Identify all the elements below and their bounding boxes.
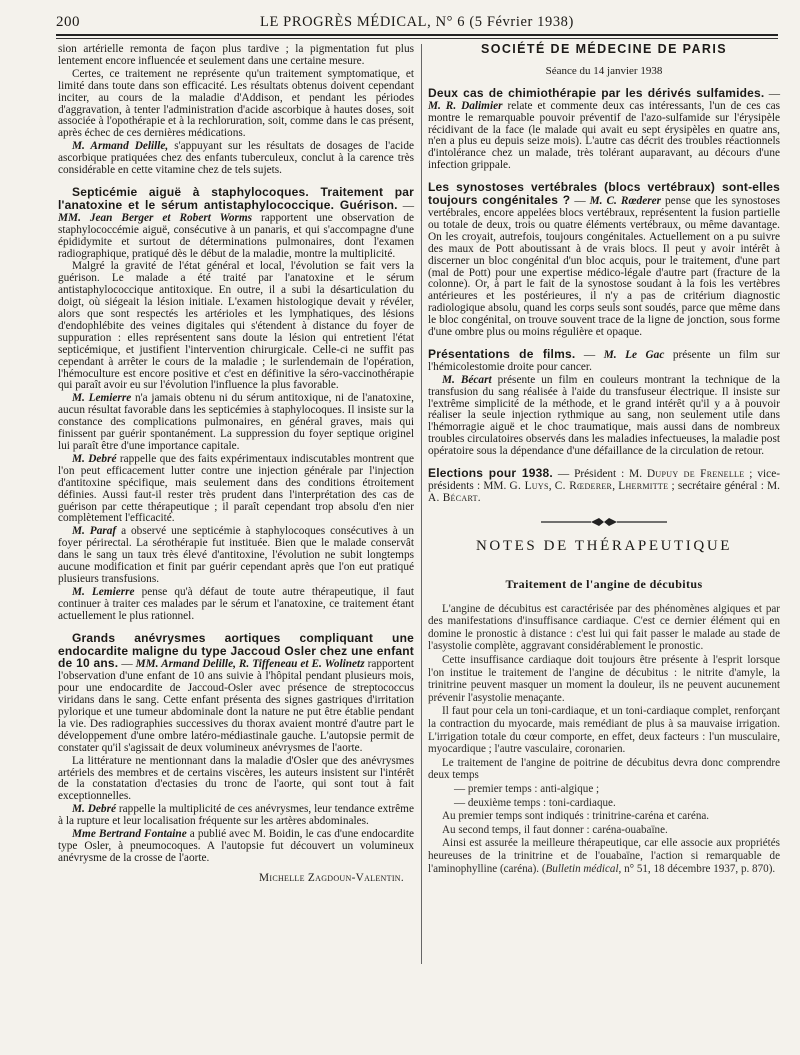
- author-names: MM. Armand Delille, R. Tiffeneau et E. Wolinetz: [135, 658, 365, 671]
- right-column: [428, 44, 780, 876]
- section-chimiotherapie: [428, 85, 780, 172]
- paragraph-text: rappelle que des faits expérimentaux indiscutables montrent que l'on peut efficacement lutter contre une injection générale par l'injection d'antitoxine spécifique, mais seulement dans des conditions étroitement définies. Aussi faut-il rester très prudent dans l'interprétation des cas de guérison par cette thérapeutique ; il paraît cependant trop absolu d'en nier complètement l'efficacité.: [58, 452, 414, 525]
- list-item: — deuxième temps : toni-cardiaque.: [454, 796, 616, 809]
- paragraph-text: n'a jamais obtenu ni du sérum antitoxique, ni de l'anatoxine, aucun résultat favorable dans les septicémies à staphylocoques. Il insiste sur la constance des complications pulmonaires, en général graves, mais qui finissent par guérir spontanément. La suppression du foyer septique originel lui paraît être d'une importance capitale.: [58, 392, 414, 452]
- session-date: Séance du 14 janvier 1938: [545, 64, 663, 77]
- author-name: M. Le Gac: [603, 348, 665, 361]
- author-names: MM. Jean Berger et Robert Worms: [58, 211, 253, 224]
- left-column: [58, 44, 414, 886]
- author-name: M. Debré: [72, 803, 116, 816]
- author-name: M. R. Dalimier: [428, 99, 503, 112]
- paragraph: [58, 141, 414, 177]
- paragraph-text: présente un film sur l'hémicolestomie droite pour cancer.: [428, 348, 780, 373]
- running-title: LE PROGRÈS MÉDICAL, N° 6 (5 Février 1938): [260, 14, 574, 30]
- section-title: Les synostoses vertébrales (blocs vertébraux) sont-elles toujours congénitales ?: [428, 180, 780, 208]
- therapy-notes: [428, 603, 780, 875]
- dash: —: [764, 87, 780, 100]
- notes-subtitle: Traitement de l'angine de décubitus: [505, 576, 703, 591]
- paragraph-text: pense que les synostoses vertébrales, encore appelées blocs vertébraux, représentent la fusion partielle ou totale de deux, trois ou quatre éléments vertébraux, ou même davantage. On les croyait, autrefois, toujours congénitales. Actuellement on a pu suivre des maux de Pott aboutissant à de vrais blocs. Il peut y avoir intérêt à discerner un bloc congénital d'un bloc acquis, pour le traitement, d'une part (mal de Pott) pour une expertise médico-légale d'autre part (fracture de la colonne). Or, à part le fait de la synostose soudant à la fois les vertèbres antérieures et les postérieures, il n'y a pas de critérium diagnostic radiologique absolu, quand les corps seuls sont soudés, parce que même dans le bloc congénital, on trouve souvent trace de la ligne de jonction, sous forme d'une ombre plus ou moins régulière et opaque.: [428, 195, 780, 339]
- paragraph-text: présente un film en couleurs montrant la technique de la transfusion du sang réalisée à l'aide du transfuseur électrique. Il insiste sur l'extrême simplicité de la méthode, et le grand intérêt qu'il y a à pouvoir réaliser la seule injection rythmique au sang, non seulement utile dans l'hémorragie aiguë et le choc traumatique, mais aussi dans de nombreux troubles circulatoires observés dans les maladies infectueuses, la maladie post opératoire sous la dépendance d'une défaillance de la circulation de retour.: [428, 373, 780, 458]
- author-name: Mme Bertrand Fontaine: [72, 828, 187, 841]
- president-name: Dupuy de Frenelle: [646, 468, 745, 481]
- paragraph-text: s'appuyant sur les résultats de dosages de l'acide ascorbique pratiquées chez des enfants tuberculeux, conclut à la carence très considérable en cette vitamine chez de tels sujets.: [58, 140, 414, 177]
- paragraph: Au premier temps sont indiqués : trinitrine-caréna et caréna.: [442, 810, 710, 823]
- paragraph: Malgré la gravité de l'état général et local, l'évolution se fait vers la guérison. Le malade a été traité par l'anatoxine et le sérum antistaphylococcique antitoxique. En outre, il a subi la désarticulation du doigt, où siégeait la lésion initiale. L'examen histologique devait y révéler, alors que sont respectés les artérioles et les lymphatiques, des lésions d'endophlébite des veines digitales qui s'étendent à distance du foyer de suppuration : elles représentent sans doute la lésion qui entretient l'état septicémique, et justifient l'intervention chirurgicale. Celle-ci ne suffit pas cependant à arrêter le cours de la maladie ; le surlendemain de l'opération, l'hémoculture est encore positive et c'est en définitive la séro-vaccinothérapie qui paraît avoir eu sur l'évolution l'influence la plus favorable.: [58, 260, 414, 392]
- secretary-name: A. Bécart: [428, 491, 478, 504]
- section-synostoses: [428, 182, 780, 339]
- author-name: M. C. Rœderer: [589, 195, 662, 208]
- separator: ,: [548, 480, 555, 492]
- section-septicemie: [58, 184, 415, 260]
- dash: —: [118, 658, 136, 671]
- paragraph: Cette insuffisance cardiaque doit toujours être présente à l'esprit lorsque l'on institue le traitement de l'angine de décubitus : le nitrite d'amyle, la trinitrine peuvent masquer un moment la douleur, ils ne peuvent aucunement prévenir l'asystolie menaçante.: [428, 654, 780, 704]
- separator: ,: [612, 480, 619, 492]
- paragraph: [58, 804, 414, 828]
- paragraph: [428, 837, 780, 875]
- author-name: M. Lemierre: [72, 585, 135, 598]
- section-title: Septicémie aiguë à staphylocoques. Traitement par l'anatoxine et le sérum antistaphylococcique. Guérison.: [58, 184, 414, 212]
- paragraph-text: Ainsi est assurée la meilleure thérapeutique, car elle associe aux propriétés heureuses de la trinitrine et de l'ouabaïne, l'action si remarquable de l'aminophylline (caréna). (: [428, 837, 780, 875]
- paragraph-text: ; secrétaire général : M.: [668, 480, 781, 492]
- paragraph: [58, 393, 414, 453]
- paragraph: [428, 375, 780, 458]
- paragraph-text: rappelle la multiplicité de ces anévrysmes, leur tendance extrême à la rupture et leur localisation fréquente sur les artères abdominales.: [58, 803, 414, 828]
- page-number: 200: [56, 14, 80, 30]
- section-films: [428, 346, 780, 374]
- dash: —: [575, 348, 604, 361]
- author-name: M. Bécart: [442, 373, 492, 386]
- dash: —: [570, 195, 590, 208]
- header-rule-thin: [56, 38, 778, 39]
- paragraph-text: a publié avec M. Boidin, le cas d'une endocardite type Osler, à pneumocoques. A l'autopsie fut découvert un volumineux anévrysme de la crosse de l'aorte.: [58, 828, 414, 864]
- paragraph-text: relate et commente deux cas intéressants, l'un de ces cas montre le remarquable pouvoir préventif de l'azo-sulfamide sur l'érysipèle récidivant de la face (le malade qui avait eu sept érysipèles en quatre ans, n'en a plus eu depuis seize mois). L'autre cas décrit des troubles réactionnels d'intolérance chez un malade, très tolérant auparavant, au décours d'une infection grippale.: [428, 99, 780, 172]
- paragraph: Certes, ce traitement ne représente qu'un traitement symptomatique, et limité dans toute dans son efficacité. Les résultats obtenus doivent cependant inciter, au cours de la maladie d'Addison, et pendant les périodes d'aggravation, à tenter l'administration d'acide ascorbique à hautes doses, soit associée à l'opothérapie et à la rechloruration, soit, comme dans le cas présent, après échec de ces dernières médications.: [58, 67, 414, 140]
- vice-president-name: G. Luys: [509, 480, 549, 492]
- ornament-divider-icon: [539, 517, 669, 527]
- paragraph: La littérature ne mentionnant dans la maladie d'Osler que des anévrysmes artériels des membres et de certains viscères, les auteurs insistent sur l'intérêt de la constatation d'ectasies du tronc de l'aorte, qui sont tout à fait exceptionnelles.: [58, 754, 414, 803]
- paragraph-text: rapportent l'observation d'une enfant de 10 ans suivie à l'hôpital pendant plusieurs mois, pour une endocardite de Jaccoud-Osler avec présence de streptococcus viridans dans le sang. Cette enfant présenta des signes gastriques d'irritation pylorique et une tumeur abdominale dont la nature ne put être établie pendant la vie. Des radiographies successives du thorax avaient montré d'autre part le développement d'une ombre latéro-médiastinale gauche. L'autopsie permit de constater qu'il s'agissait de deux volumineux anévrysmes de l'aorte.: [58, 658, 414, 754]
- paragraph-text: , n° 51, 18 décembre 1937, p. 870).: [618, 862, 776, 875]
- author-name: M. Armand Delille,: [72, 140, 169, 153]
- dash: —: [397, 199, 415, 212]
- paragraph: Il faut pour cela un toni-cardiaque, et un toni-cardiaque complet, renforçant la contraction du myocarde, mais remédiant de plus à sa mauvaise irrigation. L'irrigation totale du cœur comporte, en effet, deux facteurs : l'un musculaire, myocardique ; l'autre vasculaire, coronarien.: [428, 705, 780, 756]
- paragraph-text: a observé une septicémie à staphylocoques consécutives à un foyer périrectal. La sérothérapie fut instituée. Bien que le malade conservât dans le sang un taux très élevé d'antitoxine, l'évolution ne subit longtemps aucune modification et finit par guérir cependant après que l'on eut pratiqué plusieurs transfusions.: [58, 525, 414, 585]
- paragraph: [58, 829, 414, 865]
- paragraph-text: rapportent une observation de staphylococcémie aiguë, consécutive à un panaris, et qui s'accompagne d'une épididymite et surtout de déterminations pulmonaires, dont l'examen radiographique, pratiqué dès le début de la maladie, montre la multiplicité.: [58, 211, 414, 260]
- signature: Michelle Zagdoun-Valentin.: [259, 871, 404, 884]
- header-rule: [56, 34, 778, 36]
- vice-president-name: C. Rœderer: [554, 480, 613, 492]
- section-title: Présentations de films.: [428, 346, 576, 361]
- section-elections: [428, 468, 780, 505]
- paragraph-text: ; vice-présidents : MM.: [428, 468, 780, 492]
- paragraph: [58, 526, 414, 586]
- notes-title: NOTES DE THÉRAPEUTIQUE: [475, 537, 733, 554]
- citation: Bulletin médical: [545, 862, 619, 875]
- society-title: SOCIÉTÉ DE MÉDECINE DE PARIS: [481, 42, 727, 56]
- section-title: Grands anévrysmes aortiques compliquant une endocardite maligne du type Jaccoud Osler chez une enfant de 10 ans.: [58, 630, 414, 671]
- list-item: — premier temps : anti-algique ;: [454, 782, 600, 795]
- column-divider: [421, 44, 422, 964]
- paragraph: [58, 587, 414, 623]
- paragraph: Le traitement de l'angine de poitrine de décubitus devra donc comprendre deux temps: [428, 756, 780, 782]
- author-name: M. Debré: [72, 452, 117, 465]
- section-anevrysmes: [58, 630, 414, 755]
- paragraph: [58, 454, 414, 525]
- page-header: [56, 14, 778, 34]
- paragraph-text: — Président : M.: [552, 468, 647, 481]
- period: .: [477, 491, 481, 504]
- paragraph: sion artérielle remonta de façon plus tardive ; la pigmentation fut plus lentement encore influencée et seulement dans une certaine mesure.: [58, 43, 414, 67]
- paragraph: Au second temps, il faut donner : caréna-ouabaïne.: [442, 823, 668, 836]
- vice-president-name: Lhermitte: [618, 480, 669, 492]
- section-title: Elections pour 1938.: [428, 466, 553, 481]
- author-name: M. Paraf: [72, 525, 117, 538]
- section-title: Deux cas de chimiothérapie par les dérivés sulfamides.: [428, 85, 765, 100]
- paragraph-text: pense qu'à défaut de toute autre thérapeutique, il faut continuer à traiter ces malades par le sérum et l'anatoxine, ce traitement étant actuellement le plus rationnel.: [58, 585, 415, 622]
- author-name: M. Lemierre: [72, 392, 132, 405]
- paragraph: L'angine de décubitus est caractérisée par des phénomènes algiques et par des manifestations d'insuffisance cardiaque. C'est ce dernier élément qui en domine le pronostic à distance : c'est lui qui fait passer le malade au stade de l'asystolie complète, aggravant considérablement le pronostic.: [428, 602, 780, 653]
